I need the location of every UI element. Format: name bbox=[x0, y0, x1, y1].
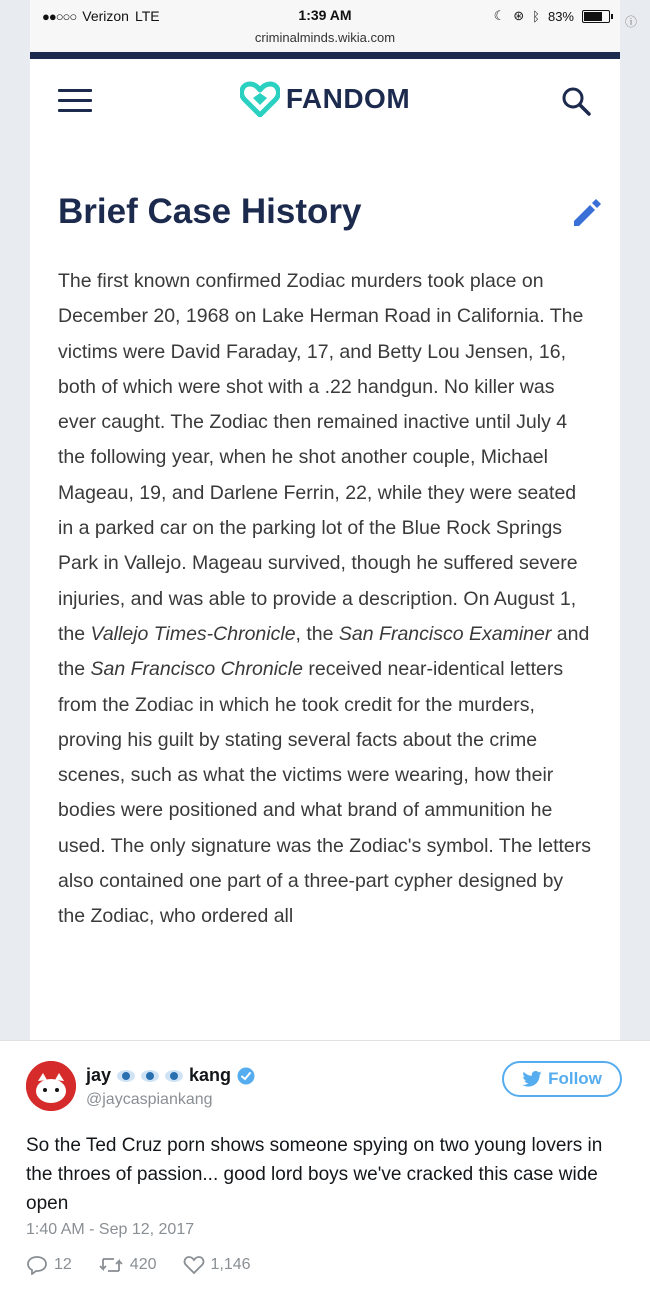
tweet-timestamp[interactable]: 1:40 AM - Sep 12, 2017 bbox=[26, 1221, 195, 1238]
retweet-action[interactable] bbox=[98, 1256, 157, 1274]
retweet-count: 420 bbox=[129, 1256, 157, 1273]
battery-icon bbox=[582, 10, 610, 23]
verified-badge-icon bbox=[237, 1067, 255, 1085]
reply-icon bbox=[26, 1255, 48, 1275]
like-action[interactable] bbox=[183, 1255, 251, 1275]
twitter-bird-icon bbox=[522, 1071, 542, 1087]
carrier-name: Verizon bbox=[82, 8, 129, 24]
follow-label: Follow bbox=[548, 1069, 602, 1088]
publication-chronicle[interactable]: San Francisco Chronicle bbox=[90, 658, 303, 681]
paragraph-text-2: received near-identical letters from the Zodiac in which he took credit for the murders, proving his guilt by stating several facts about the crime scenes, such as what the victims were wearing, how their bodies were positioned and what brand of ammunition he used. The only signature was the Zodiac's symbol. The letters also contained one part of a three-part cypher designed by the Zodiac, who ordered all bbox=[58, 658, 592, 928]
reply-count: 12 bbox=[54, 1256, 72, 1273]
battery-percent: 83% bbox=[547, 8, 574, 24]
retweet-icon bbox=[98, 1256, 124, 1274]
status-time: 1:39 AM bbox=[298, 7, 352, 23]
like-count: 1,146 bbox=[210, 1256, 251, 1273]
search-icon[interactable] bbox=[560, 85, 592, 117]
fandom-logo[interactable] bbox=[30, 81, 620, 117]
tweet-card bbox=[0, 1040, 650, 1301]
separator-2: and the bbox=[58, 622, 590, 681]
browser-frame bbox=[30, 0, 620, 1040]
signal-strength: ●●○○○ bbox=[42, 8, 77, 24]
brand-name: FANDOM bbox=[285, 83, 411, 114]
rotation-lock-icon: ⊛ bbox=[513, 8, 525, 23]
page-title: Brief Case History bbox=[58, 192, 362, 231]
avatar-face-icon bbox=[26, 1061, 76, 1111]
pencil-icon[interactable] bbox=[569, 196, 603, 230]
article-paragraph bbox=[58, 264, 593, 935]
reply-action[interactable] bbox=[26, 1255, 72, 1275]
info-icon: ⓘ bbox=[625, 15, 638, 29]
author-name-start: jay bbox=[86, 1065, 112, 1085]
address-url[interactable]: criminalminds.wikia.com bbox=[254, 30, 396, 45]
status-right bbox=[494, 8, 610, 24]
paragraph-text-1: The first known confirmed Zodiac murders took place on December 20, 1968 on Lake Herman Road in California. The victims were David Faraday, 17, and Betty Lou Jensen, 16, both of which were shot with a .22 handgun. No killer was ever caught. The Zodiac then remained inactive until July 4 the following year, when he shot another couple, Michael Mageau, 19, and Darlene Ferrin, 22, while they were seated in a parked car on the parking lot of the Blue Rock Springs Park in Vallejo. Mageau survived, though he suffered severe injuries, and was able to provide a description. On August 1, the bbox=[58, 270, 584, 645]
network-type: LTE bbox=[134, 8, 160, 24]
tweet-text: So the Ted Cruz porn shows someone spying on two young lovers in the throes of passion... good lord boys we've cracked this case wide open bbox=[26, 1135, 603, 1214]
separator-1: , the bbox=[295, 622, 339, 645]
status-bar bbox=[30, 0, 620, 52]
article-content bbox=[58, 190, 598, 935]
tweet-actions bbox=[26, 1255, 251, 1275]
tweet-handle[interactable]: @jaycaspiankang bbox=[86, 1091, 213, 1108]
moon-icon: ☾ bbox=[493, 8, 506, 23]
publication-vallejo[interactable]: Vallejo Times-Chronicle bbox=[90, 622, 296, 645]
publication-examiner[interactable]: San Francisco Examiner bbox=[338, 622, 552, 645]
follow-button[interactable] bbox=[502, 1061, 622, 1097]
eye-emoji-icon bbox=[165, 1070, 183, 1082]
bluetooth-icon: ᛒ bbox=[532, 8, 540, 24]
fandom-heart-icon bbox=[240, 81, 280, 117]
fandom-navbar bbox=[30, 52, 620, 134]
eye-emoji-icon bbox=[117, 1070, 135, 1082]
heart-icon bbox=[183, 1255, 205, 1275]
avatar[interactable] bbox=[26, 1061, 76, 1111]
tweet-author-name[interactable] bbox=[86, 1065, 255, 1086]
author-name-end: kang bbox=[189, 1065, 232, 1085]
battery-fill bbox=[584, 12, 602, 21]
eye-emoji-icon bbox=[141, 1070, 159, 1082]
